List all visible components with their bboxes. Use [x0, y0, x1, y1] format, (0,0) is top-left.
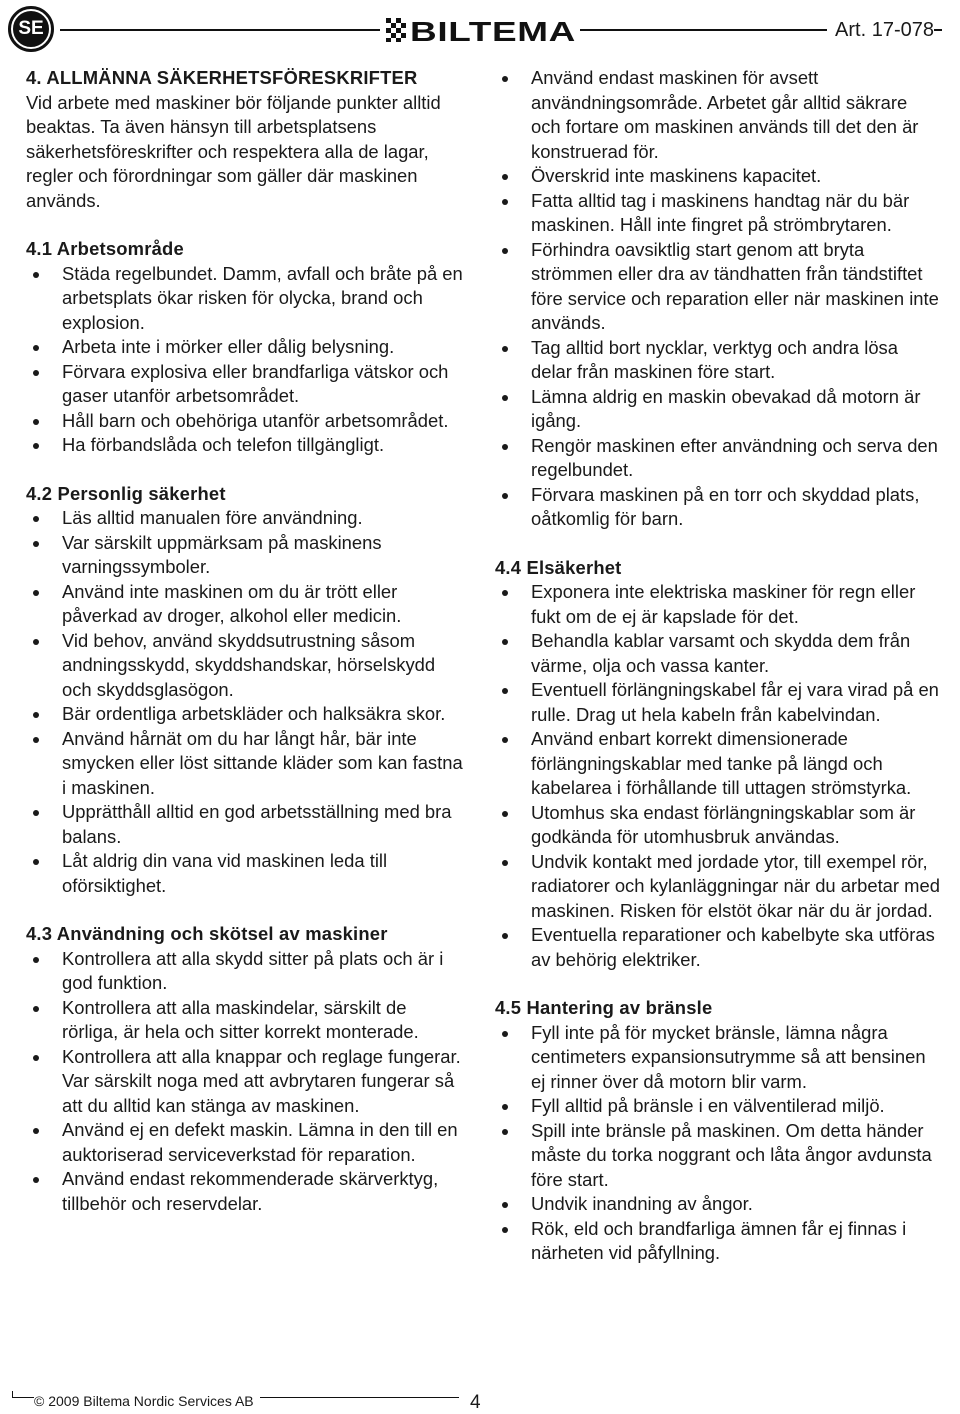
list-item-text: Städa regelbundet. Damm, avfall och bråte på en arbetsplats ökar risken för olycka, brand och explosion. [62, 262, 463, 333]
bullet-icon [502, 737, 508, 743]
list-item-text: Förhindra oavsiktlig start genom att bryta strömmen eller dra av tändhatten från tändstiftet före service och reparation eller när maskinen inte används. [531, 238, 939, 333]
list-item-text: Förvara explosiva eller brandfarliga vätskor och gaser utanför arbetsområdet. [62, 360, 449, 406]
brand-logo-icon [386, 17, 576, 43]
article-number: Art. 17-078 [827, 16, 934, 44]
bullet-icon [502, 1129, 508, 1135]
section-electrical-safety [495, 556, 940, 973]
list-item-text: Kontrollera att alla skydd sitter på plats och är i god funktion. [62, 947, 444, 993]
bullet-list [26, 506, 466, 898]
list-item [495, 629, 940, 678]
list-item-text: Använd endast rekommenderade skärverktyg, tillbehör och reservdelar. [62, 1168, 439, 1214]
list-item [26, 506, 466, 531]
list-item [26, 262, 466, 336]
list-item [495, 923, 940, 972]
list-item-text: Rök, eld och brandfarliga ämnen får ej finnas i närheten vid påfyllning. [531, 1217, 907, 1263]
list-item-text: Förvara maskinen på en torr och skyddad plats, oåtkomlig för barn. [531, 483, 920, 529]
bullet-icon [33, 516, 39, 522]
list-item [495, 1094, 940, 1119]
bullet-list [26, 262, 466, 458]
section-heading: 4.3 Användning och skötsel av maskiner [26, 923, 388, 944]
section-heading: 4.4 Elsäkerhet [495, 556, 622, 578]
bullet-icon [502, 688, 508, 694]
bullet-icon [502, 860, 508, 866]
bullet-icon [33, 419, 39, 425]
bullet-icon [502, 590, 508, 596]
bullet-icon [502, 444, 508, 450]
list-item [26, 1118, 466, 1167]
copyright-notice: © 2009 Biltema Nordic Services AB [34, 1392, 260, 1410]
list-item [495, 483, 940, 532]
bullet-icon [33, 810, 39, 816]
list-item [26, 409, 466, 434]
section-heading: 4. ALLMÄNNA SÄKERHETSFÖRESKRIFTER [26, 67, 418, 88]
bullet-icon [33, 859, 39, 865]
bullet-icon [502, 1031, 508, 1037]
bullet-icon [33, 443, 39, 449]
list-item-text: Upprätthåll alltid en god arbetsställning med bra balans. [62, 801, 452, 847]
list-item [26, 849, 466, 898]
bullet-icon [33, 1177, 39, 1183]
list-item [495, 1192, 940, 1217]
list-item-text: Arbeta inte i mörker eller dålig belysning. [62, 336, 395, 357]
list-item-text: Tag alltid bort nycklar, verktyg och andra lösa delar från maskinen före start. [531, 336, 898, 382]
list-item-text: Läs alltid manualen före användning. [62, 507, 363, 528]
list-item-text: Låt aldrig din vana vid maskinen leda till oförsiktighet. [62, 850, 388, 896]
list-item-text: Eventuell förlängningskabel får ej vara virad på en rulle. Drag ut hela kabeln från kabelvindan. [531, 679, 939, 725]
list-item-text: Undvik kontakt med jordade ytor, till exempel rör, radiatorer och kylanläggningar när du arbetar med maskinen. Risken för elstöt ökar när du är jordad. [531, 850, 940, 921]
bullet-icon [33, 957, 39, 963]
list-item [26, 433, 466, 458]
list-item-text: Använd enbart korrekt dimensionerade förlängningskablar med tanke på längd och kabelarea i förhållande till uttagen strömstyrka. [531, 728, 912, 798]
list-item-text: Fatta alltid tag i maskinens handtag när du bär maskinen. Håll inte fingret på strömbrytaren. [531, 189, 910, 235]
list-item-text: Exponera inte elektriska maskiner för regn eller fukt om de ej är kapslade för det. [531, 581, 916, 627]
section-personal-safety [26, 482, 466, 899]
bullet-icon [33, 345, 39, 351]
list-item-text: Undvik inandning av ångor. [531, 1193, 753, 1214]
list-item-text: Kontrollera att alla maskindelar, särskilt de rörliga, är hela och sitter korrekt monterade. [62, 996, 419, 1042]
bullet-icon [502, 493, 508, 499]
list-item-text: Rengör maskinen efter användning och serva den regelbundet. [531, 434, 938, 480]
page-number: 4 [470, 1392, 481, 1413]
list-item [495, 164, 940, 189]
list-item [495, 580, 940, 629]
section-fuel-handling [495, 996, 940, 1266]
language-code: SE [18, 18, 44, 39]
section-usage-maintenance [26, 922, 466, 1216]
section-work-area [26, 237, 466, 458]
section-general-safety [26, 66, 466, 213]
list-item [495, 385, 940, 434]
list-item-text: Håll barn och obehöriga utanför arbetsområdet. [62, 409, 449, 431]
bullet-icon [33, 370, 39, 376]
list-item [495, 434, 940, 483]
biltema-logo [380, 14, 580, 46]
list-item-text: Fyll alltid på bränsle i en välventilerad miljö. [531, 1095, 885, 1116]
bullet-list [26, 947, 466, 1217]
bullet-icon [502, 811, 508, 817]
list-item [495, 1217, 940, 1266]
list-item [26, 629, 466, 703]
right-column [495, 66, 940, 1266]
bullet-icon [33, 1128, 39, 1134]
bullet-icon [33, 737, 39, 743]
bullet-icon [502, 199, 508, 205]
bullet-icon [33, 541, 39, 547]
list-item-text: Spill inte bränsle på maskinen. Om detta händer måste du torka noggrant och låta ångor avdunsta före start. [531, 1119, 932, 1190]
list-item [26, 702, 466, 727]
bullet-icon [33, 712, 39, 718]
list-item [495, 678, 940, 727]
list-item-text: Använd ej en defekt maskin. Lämna in den till en auktoriserad serviceverkstad för reparation. [62, 1119, 458, 1165]
list-item [26, 996, 466, 1045]
list-item [26, 531, 466, 580]
section-heading: 4.1 Arbetsområde [26, 238, 184, 259]
bullet-icon [502, 174, 508, 180]
bullet-icon [502, 395, 508, 401]
bullet-icon [33, 590, 39, 596]
list-item [26, 800, 466, 849]
list-item [495, 1021, 940, 1095]
bullet-icon [33, 272, 39, 278]
left-column [26, 66, 466, 1216]
section-usage-maintenance-continued [495, 66, 940, 532]
list-item [495, 336, 940, 385]
list-item [26, 1167, 466, 1216]
bullet-icon [33, 639, 39, 645]
list-item-text: Överskrid inte maskinens kapacitet. [531, 165, 822, 186]
bullet-list [495, 66, 940, 532]
list-item-text: Bär ordentliga arbetskläder och halksäkra skor. [62, 703, 446, 724]
list-item [495, 850, 940, 924]
list-item [26, 1045, 466, 1119]
list-item [495, 727, 940, 801]
bullet-list [495, 580, 940, 972]
section-heading: 4.5 Hantering av bränsle [495, 997, 713, 1018]
list-item-text: Utomhus ska endast förlängningskablar som är godkända för utomhusbruk användas. [531, 801, 916, 847]
bullet-icon [502, 639, 508, 645]
bullet-icon [502, 1104, 508, 1110]
page-header [0, 0, 960, 60]
list-item [495, 1119, 940, 1193]
bullet-icon [33, 1055, 39, 1061]
list-item-text: Var särskilt uppmärksam på maskinens varningssymboler. [62, 531, 382, 577]
bullet-icon [33, 1006, 39, 1012]
list-item-text: Behandla kablar varsamt och skydda dem från värme, olja och vassa kanter. [531, 630, 911, 676]
list-item-text: Använd hårnät om du har långt hår, bär inte smycken eller löst sittande kläder som kan fastna i maskinen. [62, 727, 463, 798]
list-item-text: Ha förbandslåda och telefon tillgängligt. [62, 434, 385, 455]
bullet-list [495, 1021, 940, 1266]
bullet-icon [502, 1202, 508, 1208]
list-item-text: Lämna aldrig en maskin obevakad då motorn är igång. [531, 385, 921, 431]
list-item [26, 360, 466, 409]
brand-name: BILTEMA [410, 17, 576, 43]
bullet-icon [502, 1227, 508, 1233]
list-item [495, 66, 940, 164]
list-item [26, 580, 466, 629]
list-item [495, 189, 940, 238]
list-item-text: Fyll inte på för mycket bränsle, lämna några centimeters expansionsutrymme så att bensinen ej rinner över då motorn blir varm. [531, 1021, 926, 1092]
list-item [26, 727, 466, 801]
list-item [26, 947, 466, 996]
list-item [495, 801, 940, 850]
section-intro: Vid arbete med maskiner bör följande punkter alltid beaktas. Ta även hänsyn till arbetsplatsens säkerhetsföreskrifter och respektera alla de lagar, regler och förordningar som gäller där maskinen används. [26, 91, 441, 211]
list-item-text: Använd inte maskinen om du är trött eller påverkad av droger, alkohol eller medicin. [62, 580, 402, 626]
list-item [26, 335, 466, 360]
list-item-text: Eventuella reparationer och kabelbyte ska utföras av behörig elektriker. [531, 924, 935, 970]
list-item [495, 238, 940, 336]
bullet-icon [502, 248, 508, 254]
bullet-icon [502, 346, 508, 352]
list-item-text: Vid behov, använd skyddsutrustning såsom andningsskydd, skyddshandskar, hörselskydd och skyddsglasögon. [62, 629, 436, 700]
list-item-text: Använd endast maskinen för avsett användningsområde. Arbetet går alltid säkrare och fortare om maskinen används till det den är konstruerad för. [531, 67, 919, 162]
section-heading: 4.2 Personlig säkerhet [26, 482, 226, 504]
language-badge [8, 6, 54, 52]
bullet-icon [502, 76, 508, 82]
bullet-icon [502, 933, 508, 939]
list-item-text: Kontrollera att alla knappar och reglage fungerar. Var särskilt noga med att avbrytaren fungerar så att du alltid kan stänga av maskinen. [62, 1045, 461, 1116]
